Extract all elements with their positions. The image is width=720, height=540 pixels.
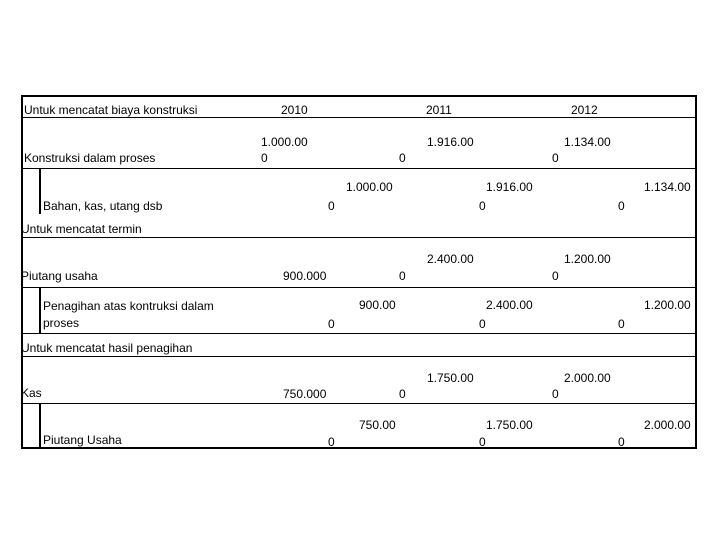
- section-title-termin: Untuk mencatat termin: [21, 222, 142, 236]
- year-2010-header: 2010: [281, 103, 308, 117]
- grid-line: [21, 117, 697, 118]
- grid-line: [21, 168, 697, 169]
- credit-amount: 750.00: [359, 418, 396, 432]
- debit-amount-tail: 0: [399, 269, 406, 283]
- grid-line: [21, 333, 697, 334]
- credit-amount-tail: 0: [618, 435, 625, 449]
- account-label: Bahan, kas, utang dsb: [43, 199, 163, 213]
- indent-marker: [39, 287, 41, 333]
- grid-line: [695, 95, 697, 449]
- year-2011-header: 2011: [426, 103, 452, 117]
- account-label-line1: Penagihan atas kontruksi dalam: [43, 299, 214, 313]
- debit-amount-tail: 0: [552, 387, 559, 401]
- debit-amount-tail: 0: [552, 269, 559, 283]
- credit-amount: 2.000.00: [644, 418, 691, 432]
- debit-amount-tail: 0: [399, 151, 406, 165]
- debit-amount: 1.916.00: [427, 135, 474, 149]
- debit-amount: 1.750.00: [427, 371, 474, 385]
- section-title-hasil: Untuk mencatat hasil penagihan: [21, 341, 193, 355]
- indent-marker: [39, 403, 41, 447]
- credit-amount: 2.400.00: [486, 298, 533, 312]
- account-label: Kas: [21, 386, 42, 400]
- credit-amount: 900.00: [359, 298, 396, 312]
- debit-amount-tail: 0: [552, 151, 559, 165]
- credit-amount-tail: 0: [479, 435, 486, 449]
- credit-amount-tail: 0: [618, 317, 625, 331]
- indent-marker: [39, 168, 41, 214]
- credit-amount: 1.916.00: [486, 180, 533, 194]
- grid-line: [21, 447, 697, 449]
- credit-amount-tail: 0: [328, 317, 335, 331]
- credit-amount-tail: 0: [328, 199, 335, 213]
- credit-amount-tail: 0: [479, 317, 486, 331]
- credit-amount-tail: 0: [328, 435, 335, 449]
- debit-amount-tail: 0: [261, 151, 268, 165]
- journal-table: [21, 95, 697, 449]
- grid-line: [21, 237, 697, 238]
- debit-amount: 750.000: [283, 387, 327, 401]
- debit-amount: 1.000.00: [261, 135, 308, 149]
- account-label: Konstruksi dalam proses: [24, 151, 156, 165]
- credit-amount-tail: 0: [618, 199, 625, 213]
- credit-amount: 1.000.00: [346, 180, 393, 194]
- credit-amount: 1.750.00: [486, 418, 533, 432]
- grid-line: [21, 403, 697, 404]
- section-title-biaya: Untuk mencatat biaya konstruksi: [24, 103, 198, 117]
- grid-line: [21, 287, 697, 288]
- grid-line: [21, 356, 697, 357]
- credit-amount: 1.200.00: [644, 298, 691, 312]
- grid-line: [21, 95, 697, 97]
- debit-amount: 1.200.00: [564, 252, 611, 266]
- year-2012-header: 2012: [571, 103, 598, 117]
- credit-amount: 1.134.00: [644, 180, 691, 194]
- account-label: Piutang Usaha: [43, 433, 122, 447]
- debit-amount-tail: 0: [399, 387, 406, 401]
- credit-amount-tail: 0: [479, 199, 486, 213]
- debit-amount: 1.134.00: [564, 135, 611, 149]
- account-label-line2: proses: [43, 316, 80, 330]
- account-label: Piutang usaha: [21, 269, 98, 283]
- debit-amount: 2.400.00: [427, 252, 474, 266]
- debit-amount: 2.000.00: [564, 371, 611, 385]
- debit-amount: 900.000: [283, 269, 327, 283]
